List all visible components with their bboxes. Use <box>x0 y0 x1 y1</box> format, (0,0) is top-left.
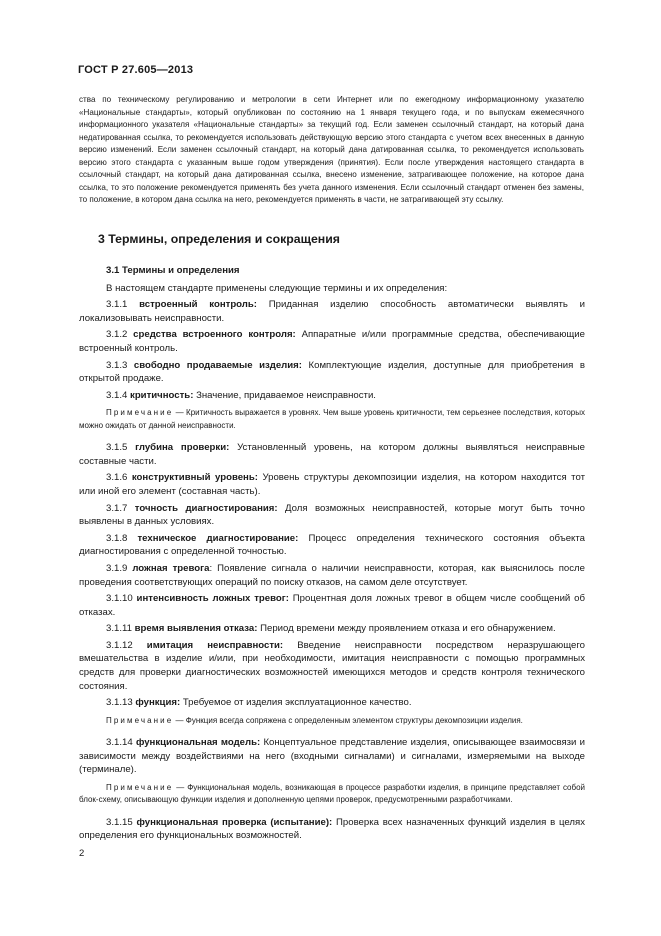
term-entry <box>79 816 585 843</box>
term-name: ложная тревога <box>132 562 210 574</box>
term-entry <box>79 622 585 636</box>
term-name: свободно продаваемые изделия: <box>133 359 302 371</box>
note-label: Примечание <box>106 783 174 793</box>
term-definition: Проверка всех назначенных функций изделия в целях определения его функциональных возможностей. <box>79 816 585 842</box>
term-definition: Период времени между проявлением отказа и его обнаружением. <box>260 623 556 635</box>
note-text: — Функция всегда сопряжена с определенным элементом структуры декомпозиции изделия. <box>175 715 523 725</box>
note-text: — Функциональная модель, возникающая в процессе разработки изделия, в принципе представляет собой блок-схему, описывающую функции изделия и дополненную цепями проверок, предусмотренными разработчиками. <box>79 783 585 805</box>
term-definition: Установленный уровень, на котором должны выявляться неисправные составные части. <box>79 442 585 467</box>
term-number: 3.1.3 <box>106 359 128 371</box>
term-name: функциональная проверка (испытание): <box>136 816 333 828</box>
term-definition: Доля возможных неисправностей, которые могут быть точно выявлены в данных условиях. <box>79 502 585 528</box>
term-number: 3.1.9 <box>106 562 128 574</box>
term-definition: Требуемое от изделия эксплуатационное качество. <box>182 697 412 709</box>
term-definition: Процесс определения технического состояния объекта диагностирования с определенной точностью. <box>79 532 585 558</box>
term-name: время выявления отказа: <box>134 623 258 635</box>
term-definition: : Появление сигнала о наличии неисправности, которая, как выяснилось после проведения соответствующих операций по поиску отказов, на самом деле отсутствует. <box>79 562 585 588</box>
term-number: 3.1.10 <box>106 593 133 605</box>
term-name: встроенный контроль: <box>139 299 257 311</box>
term-name: функциональная модель: <box>135 737 261 749</box>
term-entry <box>79 562 585 589</box>
term-entry <box>79 532 585 559</box>
term-definition: Комплектующие изделия, доступные для приобретения в открытой продаже. <box>79 359 585 385</box>
term-number: 3.1.11 <box>106 623 132 635</box>
term-number: 3.1.5 <box>106 442 128 454</box>
term-entry <box>79 736 585 777</box>
term-definition: Значение, придаваемое неисправности. <box>196 389 376 401</box>
note <box>79 782 585 807</box>
term-entry <box>79 328 585 355</box>
term-number: 3.1.14 <box>106 737 133 749</box>
term-number: 3.1.1 <box>106 299 128 311</box>
term-entry <box>79 471 585 498</box>
term-name: конструктивный уровень: <box>131 472 258 484</box>
term-name: средства встроенного контроля: <box>133 329 296 341</box>
term-name: глубина проверки: <box>135 442 230 454</box>
term-number: 3.1.2 <box>106 329 128 341</box>
term-number: 3.1.6 <box>106 472 128 484</box>
term-name: критичность: <box>130 389 194 401</box>
term-entry <box>79 639 585 693</box>
section-lead: В настоящем стандарте применены следующие термины и их определения: <box>106 282 448 294</box>
term-definition: Аппаратные и/или программные средства, обеспечивающие встроенный контроль. <box>79 329 585 354</box>
term-entry <box>79 696 585 710</box>
term-name: интенсивность ложных тревог: <box>136 593 289 605</box>
term-name: точность диагностирования: <box>134 502 278 514</box>
term-definition: Концептуальное представление изделия, описывающее взаимосвязи и зависимости между воздействиями на него (входными сигналами) и сигналами, измеряемыми на выходе (терминале). <box>79 737 585 776</box>
term-name: имитация неисправности: <box>146 639 284 651</box>
term-number: 3.1.7 <box>106 502 128 514</box>
intro-paragraph <box>79 94 584 207</box>
note <box>79 715 585 727</box>
term-entry <box>79 359 585 386</box>
term-name: техническое диагностирование: <box>137 532 299 544</box>
subsection-title: 3.1 Термины и определения <box>106 265 240 276</box>
term-number: 3.1.12 <box>106 639 133 651</box>
note-label: Примечание <box>106 715 174 725</box>
note-label: Примечание <box>106 408 174 418</box>
term-number: 3.1.4 <box>106 389 128 401</box>
term-definition: Введение неисправности посредством неразрушающего вмешательства в изделие и/или, при необходимости, имитация неисправности с помощью программных средств для проверки диагностических возможностей имеющихся методов и средств контроля технического состояния. <box>79 639 585 692</box>
term-entry <box>79 502 585 529</box>
term-definition: Процентная доля ложных тревог в общем числе сообщений об отказах. <box>79 593 585 618</box>
term-entry <box>79 441 585 468</box>
term-entry <box>79 389 585 403</box>
term-entry <box>79 298 585 325</box>
term-number: 3.1.15 <box>106 816 133 828</box>
term-definition: Уровень структуры декомпозиции изделия, на котором находится тот или иной его элемент (составная часть). <box>79 472 585 497</box>
document-header: ГОСТ Р 27.605—2013 <box>78 64 194 76</box>
term-definition: Приданная изделию способность автоматически выявлять и локализовывать неисправности. <box>79 299 586 324</box>
page-number: 2 <box>79 848 85 859</box>
terms-section <box>79 264 585 846</box>
note-text: — Критичность выражается в уровнях. Чем выше уровень критичности, тем серьезнее последствия, которых можно ожидать от данной неисправности. <box>79 408 585 430</box>
section-title: 3 Термины, определения и сокращения <box>98 232 340 246</box>
term-name: функция: <box>135 697 181 709</box>
term-number: 3.1.13 <box>106 697 133 709</box>
note <box>79 407 585 432</box>
intro-text: ства по техническому регулированию и метрологии в сети Интернет или по ежегодному информационному указателю «Национальные стандарты», который опубликован по состоянию на 1 января текущего года, и по выпускам ежемесячного информационного указателя «Национальные стандарты» за текущий год. Если заменен ссылочный стандарт, на который дана недатированная ссылка, то рекомендуется использовать действующую версию этого стандарта с учетом всех внесенных в данную версию изменений. Если заменен ссылочный стандарт, на который дана датированная ссылка, то рекомендуется использовать версию этого стандарта с указанным выше годом утверждения (принятия). Если после утверждения настоящего стандарта в ссылочный стандарт, на который дана датированная ссылка, внесено изменение, затрагивающее положение, на которое дана ссылка, то это положение рекомендуется применять без учета данного изменения. Если ссылочный стандарт отменен без замены, то положение, в котором дана ссылка на него, рекомендуется применять в части, не затрагивающей эту ссылку. <box>79 95 584 205</box>
term-entry <box>79 592 585 619</box>
term-number: 3.1.8 <box>106 532 128 544</box>
